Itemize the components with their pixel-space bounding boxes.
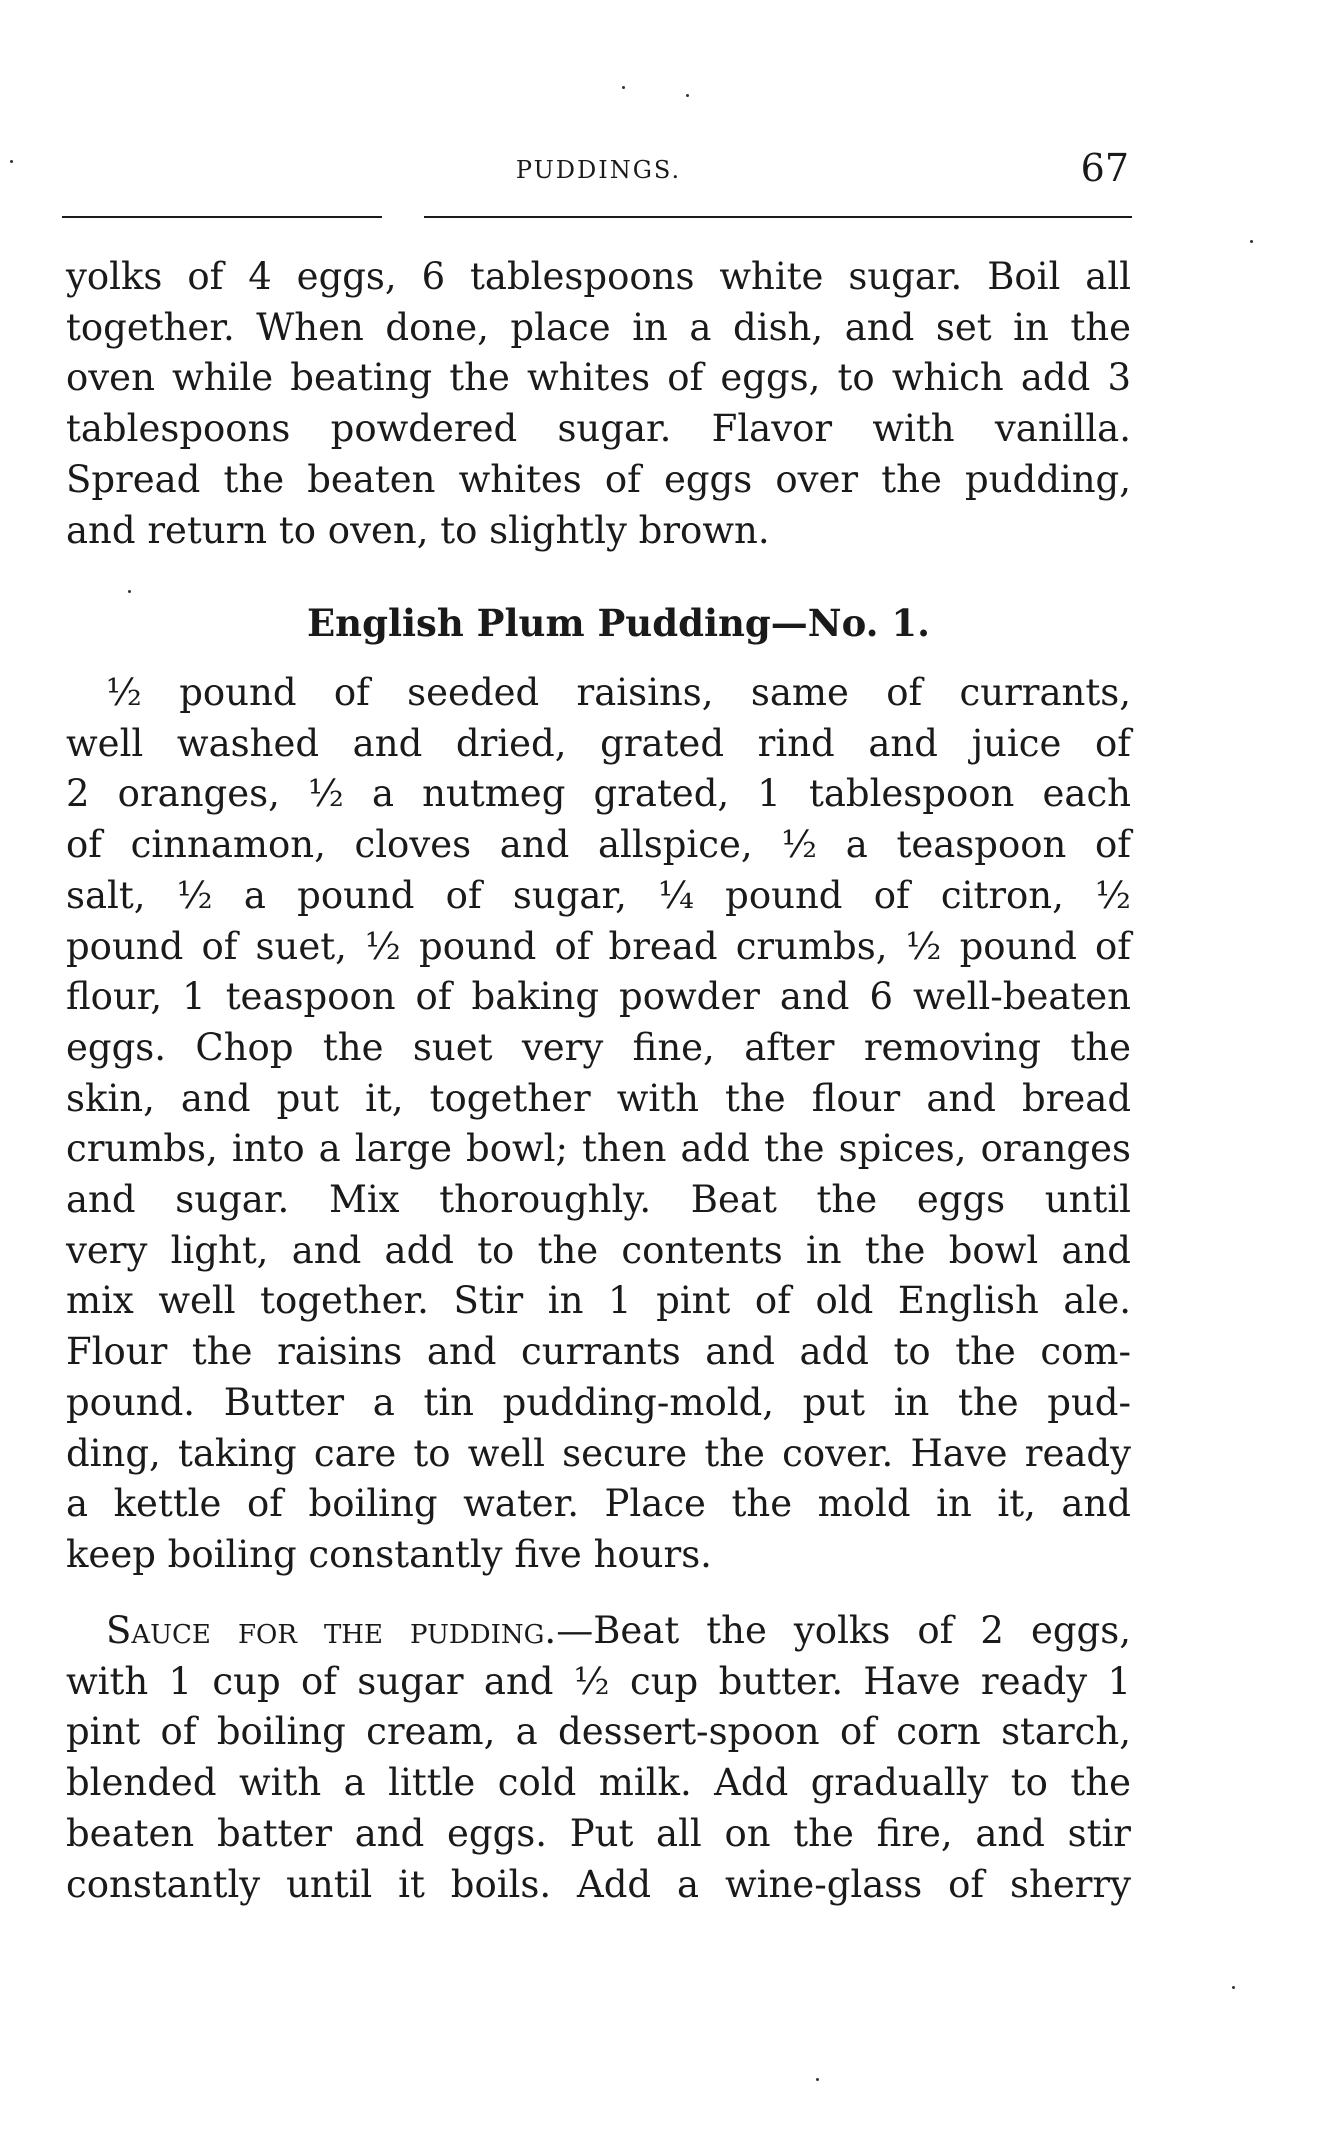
text-line: flour, 1 teaspoon of baking powder and 6 well-beaten <box>66 975 1131 1019</box>
text-line: 2 oranges, ½ a nutmeg grated, 1 tablespoon each <box>66 772 1131 816</box>
text-line: constantly until it boils. Add a wine-glass of sherry <box>66 1862 1131 1906</box>
text-line: blended with a little cold milk. Add gradually to the <box>66 1761 1131 1805</box>
text-line <box>66 1606 1131 1657</box>
recipe-title-text: English Plum Pudding—No. 1. <box>306 601 931 645</box>
print-speck <box>1232 1986 1235 1989</box>
print-speck <box>816 2078 819 2081</box>
text-line: eggs. Chop the suet very fine, after removing the <box>66 1025 1131 1069</box>
sauce-paragraph <box>66 1606 1131 1910</box>
text-line: well washed and dried, grated rind and juice of <box>66 721 1131 765</box>
text-line: Spread the beaten whites of eggs over the pudding, <box>66 457 1131 501</box>
text-line: with 1 cup of sugar and ½ cup butter. Have ready 1 <box>66 1659 1131 1703</box>
recipe-title <box>66 598 1131 648</box>
text-line: pint of boiling cream, a dessert-spoon of corn starch, <box>66 1710 1131 1754</box>
header-rule-left <box>62 216 382 218</box>
text-line: and return to oven, to slightly brown. <box>66 508 770 552</box>
text-line: of cinnamon, cloves and allspice, ½ a teaspoon of <box>66 823 1131 867</box>
print-speck <box>622 86 625 89</box>
text-line: oven while beating the whites of eggs, to which add 3 <box>66 356 1131 400</box>
text-line: Flour the raisins and currants and add to the com- <box>66 1330 1131 1374</box>
header-rule-right <box>424 216 1132 218</box>
intro-paragraph <box>66 252 1131 556</box>
running-title: PUDDINGS. <box>515 156 682 184</box>
page-number: 67 <box>1080 146 1129 190</box>
text-line: and sugar. Mix thoroughly. Beat the eggs until <box>66 1178 1131 1222</box>
sauce-label: Sauce for the pudding. <box>106 1609 557 1652</box>
text-line: ½ pound of seeded raisins, same of currants, <box>106 671 1131 714</box>
running-head <box>66 146 1131 190</box>
text-line: mix well together. Stir in 1 pint of old English ale. <box>66 1279 1131 1323</box>
print-speck <box>128 590 131 593</box>
text-line: salt, ½ a pound of sugar, ¼ pound of citron, ½ <box>66 873 1131 917</box>
recipe-body <box>66 668 1131 1581</box>
text-line: pound. Butter a tin pudding-mold, put in the pud- <box>66 1380 1131 1424</box>
print-speck <box>10 160 13 163</box>
sauce-first-line: —Beat the yolks of 2 eggs, <box>556 1609 1131 1652</box>
text-line: ding, taking care to well secure the cover. Have ready <box>66 1431 1131 1475</box>
text-line: very light, and add to the contents in the bowl and <box>66 1228 1131 1272</box>
print-speck <box>686 94 689 97</box>
text-line: a kettle of boiling water. Place the mold in it, and <box>66 1482 1131 1526</box>
text-line: keep boiling constantly five hours. <box>66 1532 712 1576</box>
text-line: skin, and put it, together with the flour and bread <box>66 1076 1131 1120</box>
text-line: together. When done, place in a dish, and set in the <box>66 305 1131 349</box>
text-line: pound of suet, ½ pound of bread crumbs, ½ pound of <box>66 924 1131 968</box>
text-line: beaten batter and eggs. Put all on the fire, and stir <box>66 1811 1131 1855</box>
text-line: crumbs, into a large bowl; then add the spices, oranges <box>66 1127 1131 1171</box>
text-line: tablespoons powdered sugar. Flavor with vanilla. <box>66 407 1131 451</box>
print-speck <box>1250 240 1253 243</box>
text-line: yolks of 4 eggs, 6 tablespoons white sugar. Boil all <box>66 255 1131 298</box>
